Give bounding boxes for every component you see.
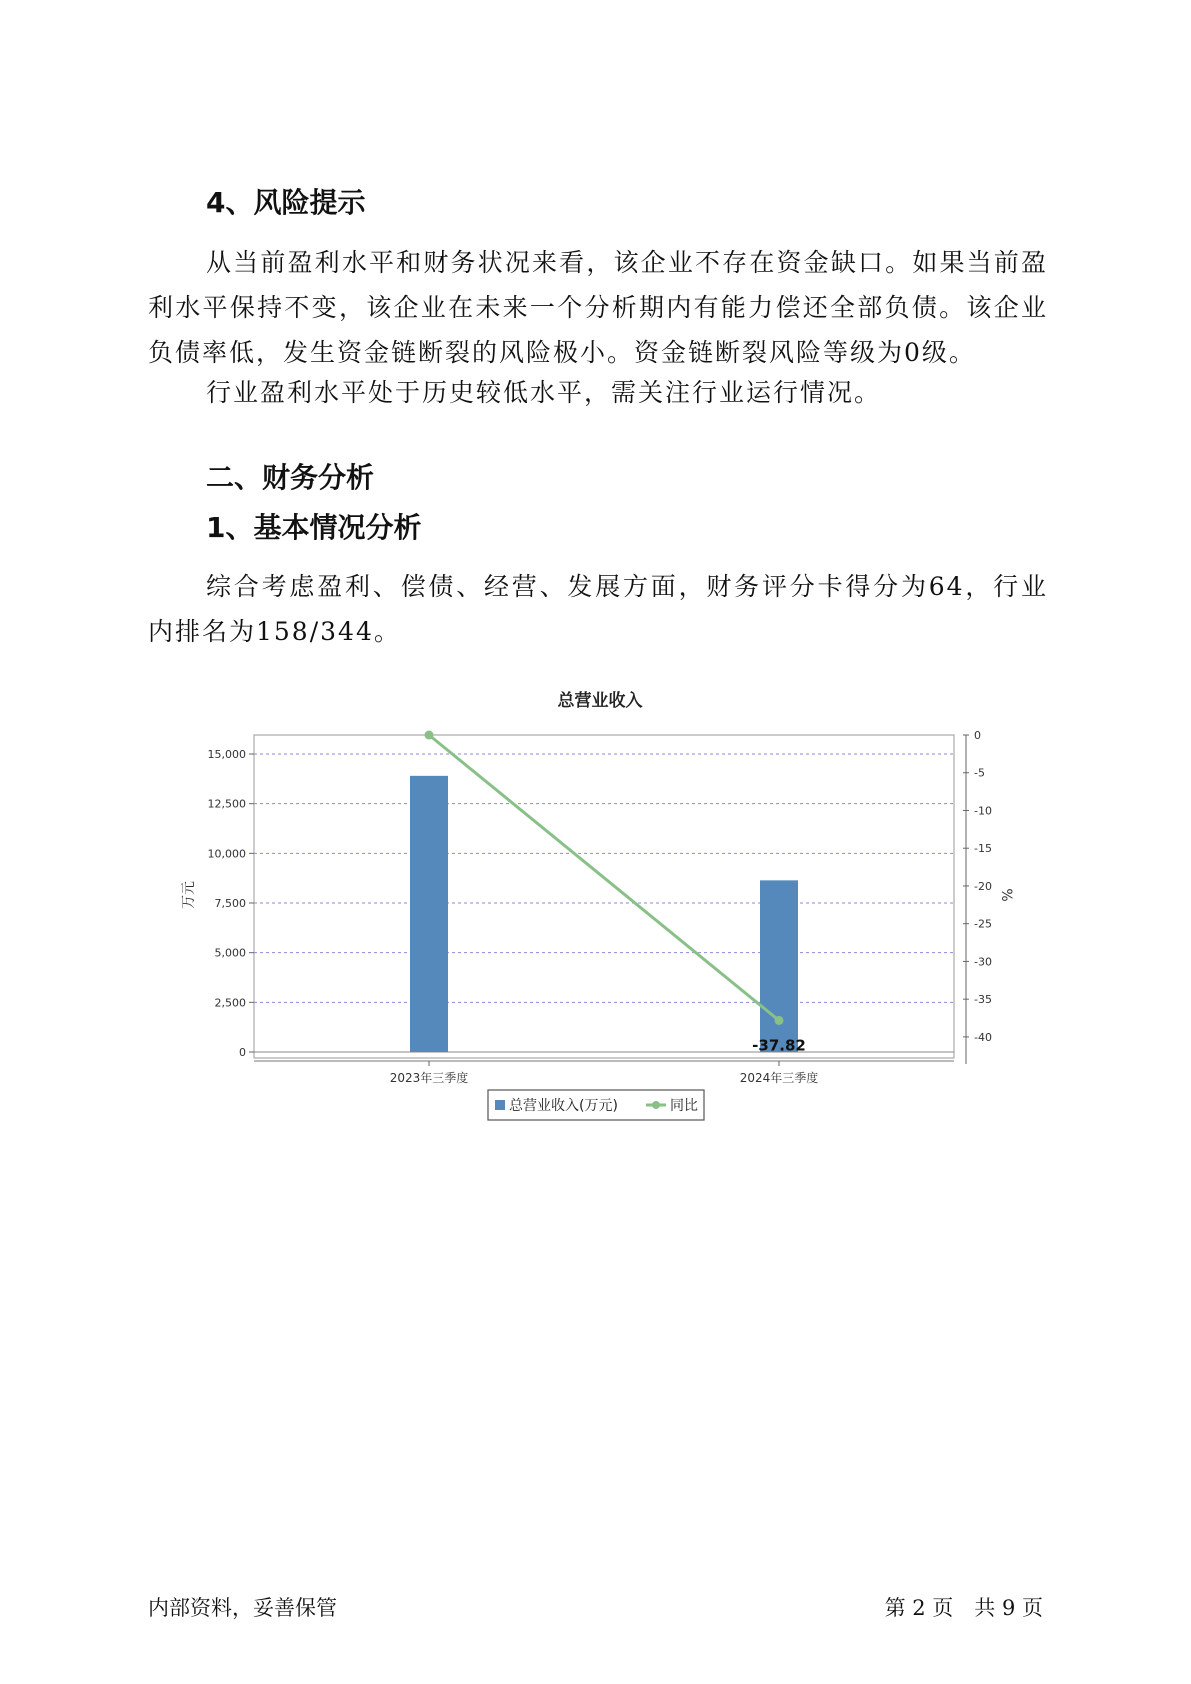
legend-swatch-point: [652, 1101, 660, 1109]
y2-tick-label: -20: [974, 879, 992, 893]
legend-swatch-bar: [495, 1100, 505, 1110]
y2-tick-label: 0: [974, 729, 981, 742]
section-heading-basic: 1、基本情况分析: [206, 511, 422, 544]
basic-paragraph: 综合考虑盈利、偿债、经营、发展方面，财务评分卡得分为64，行业内排名为158/344。: [148, 572, 1048, 646]
plot-frame: [254, 735, 954, 1058]
y2-tick-label: -40: [974, 1030, 992, 1044]
risk-paragraph-1: 从当前盈利水平和财务状况来看，该企业不存在资金缺口。如果当前盈利水平保持不变，该企业在未来一个分析期内有能力偿还全部负债。该企业负债率低，发生资金链断裂的风险极小。资金链断裂风险等级为0级。: [148, 248, 1048, 367]
footer-note: 内部资料，妥善保管: [148, 1596, 337, 1620]
yoy-point: [425, 731, 434, 740]
y-axis-label: 万元: [181, 881, 197, 909]
data-label: -37.82: [752, 1036, 806, 1055]
y2-tick-label: -15: [974, 842, 992, 856]
x-axis: [254, 1061, 954, 1085]
y2-tick-label: -35: [974, 993, 992, 1007]
legend-label-line: 同比: [670, 1098, 698, 1114]
y-tick-label: 10,000: [207, 847, 246, 861]
page-number: 第 2 页 共 9 页: [884, 1596, 1043, 1620]
chart-title: 总营业收入: [557, 691, 643, 711]
chart-legend: [488, 1090, 704, 1120]
x-tick-label: 2024年三季度: [739, 1071, 819, 1085]
y-tick-label: 15,000: [207, 748, 246, 761]
y2-axis-label: %: [998, 888, 1014, 902]
section-heading-risk: 4、风险提示: [206, 186, 366, 219]
right-axis: [963, 729, 992, 1064]
y-tick-label: 12,500: [207, 797, 246, 811]
revenue-chart: [170, 680, 1014, 1140]
y-tick-label: 5,000: [214, 946, 246, 960]
bar: [410, 776, 448, 1052]
yoy-point: [775, 1016, 784, 1025]
x-tick-label: 2023年三季度: [389, 1071, 469, 1085]
left-axis: [208, 748, 255, 1059]
y2-tick-label: -10: [974, 804, 992, 818]
y2-tick-label: -30: [974, 955, 992, 969]
y2-tick-label: -25: [974, 917, 992, 931]
legend-label-bar: 总营业收入(万元): [509, 1098, 618, 1114]
section-heading-finance: 二、财务分析: [206, 461, 375, 494]
y2-tick-label: -5: [974, 766, 985, 780]
y-tick-label: 7,500: [214, 897, 246, 910]
bar: [760, 880, 798, 1052]
y-tick-label: 2,500: [214, 996, 246, 1010]
y-tick-label: 0: [239, 1046, 246, 1059]
risk-paragraph-2: 行业盈利水平处于历史较低水平，需关注行业运行情况。: [206, 378, 882, 407]
